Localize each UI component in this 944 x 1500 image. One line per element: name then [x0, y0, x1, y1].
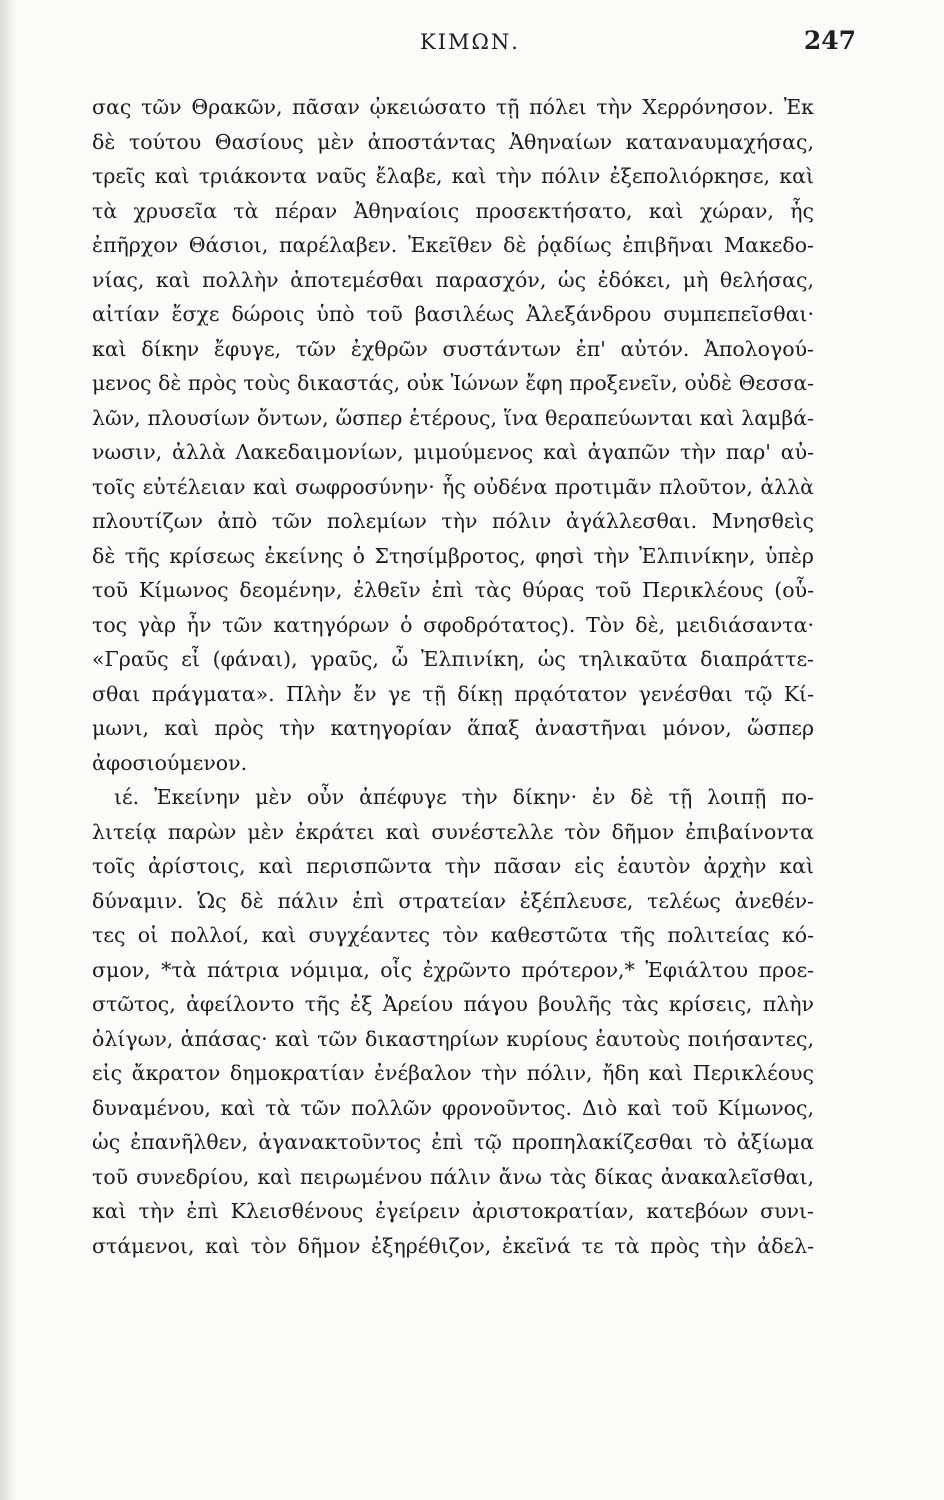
text-line: τος γὰρ ἦν τῶν κατηγόρων ὁ σφοδρότατος). Τὸν δὲ, μειδιάσαντα·	[92, 612, 814, 637]
text-line: εἰς ἄκρατον δημοκρατίαν ἐνέβαλον τὴν πόλιν, ἤδη καὶ Περικλέους	[92, 1061, 814, 1085]
text-line: σας τῶν Θρακῶν, πᾶσαν ᾠκειώσατο τῇ πόλει τὴν Χερρόνησον. Ἐκ	[92, 95, 814, 119]
text-line: καὶ τὴν ἐπὶ Κλεισθένους ἐγείρειν ἀριστοκρατίαν, κατεβόων συνι-	[92, 1199, 814, 1223]
text-line: τοῖς εὐτέλειαν καὶ σωφροσύνην· ἧς οὐδένα προτιμᾶν πλοῦτον, ἀλλὰ	[92, 474, 814, 499]
text-line: δὲ τούτου Θασίους μὲν ἀποστάντας Ἀθηναίων καταναυμαχήσας,	[92, 129, 814, 154]
text-line: τοῦ συνεδρίου, καὶ πειρωμένου πάλιν ἄνω τὰς δίκας ἀνακαλεῖσθαι,	[92, 1164, 814, 1189]
text-line: αἰτίαν ἔσχε δώροις ὑπὸ τοῦ βασιλέως Ἀλεξάνδρου συμπεπεῖσθαι·	[92, 302, 814, 326]
text-line: σθαι πράγματα». Πλὴν ἔν γε τῇ δίκῃ πρᾳότατον γενέσθαι τῷ Κί-	[92, 681, 814, 706]
body-text	[92, 90, 814, 1263]
text-line: μωνι, καὶ πρὸς τὴν κατηγορίαν ἅπαξ ἀναστῆναι μόνον, ὥσπερ	[92, 716, 814, 740]
text-line: δὲ τῆς κρίσεως ἐκείνης ὁ Στησίμβροτος, φησὶ τὴν Ἐλπινίκην, ὑπὲρ	[92, 543, 814, 568]
text-line: τὰ χρυσεῖα τὰ πέραν Ἀθηναίοις προσεκτήσατο, καὶ χώραν, ἧς	[92, 198, 814, 223]
page-number: 247	[803, 26, 856, 55]
text-line: «Γραῦς εἶ (φάναι), γραῦς, ὦ Ἐλπινίκη, ὡς τηλικαῦτα διαπράττε-	[92, 647, 814, 671]
text-line: σμον, *τὰ πάτρια νόμιμα, οἷς ἐχρῶντο πρότερον,* Ἐφιάλτου προε-	[92, 957, 814, 982]
page-gutter-shadow	[0, 0, 14, 1500]
paragraph-end-line: ἀφοσιούμενον.	[92, 750, 248, 775]
text-line: μενος δὲ πρὸς τοὺς δικαστάς, οὐκ Ἰώνων ἔφη προξενεῖν, οὐδὲ Θεσσα-	[92, 371, 814, 395]
text-line: ὀλίγων, ἁπάσας· καὶ τῶν δικαστηρίων κυρίους ἑαυτοὺς ποιήσαντες,	[92, 1026, 814, 1051]
text-line: λῶν, πλουσίων ὄντων, ὥσπερ ἑτέρους, ἵνα θεραπεύωνται καὶ λαμβά-	[92, 405, 814, 430]
text-line: δύναμιν. Ὡς δὲ πάλιν ἐπὶ στρατείαν ἐξέπλευσε, τελέως ἀνεθέν-	[92, 888, 814, 913]
text-line: τες οἱ πολλοί, καὶ συγχέαντες τὸν καθεστῶτα τῆς πολιτείας κό-	[92, 923, 814, 947]
running-head	[90, 22, 856, 62]
text-line: δυναμένου, καὶ τὰ τῶν πολλῶν φρονοῦντος. Διὸ καὶ τοῦ Κίμωνος,	[92, 1095, 814, 1120]
section-start-line: ιέ. Ἐκείνην μὲν οὖν ἀπέφυγε τὴν δίκην· ἐν δὲ τῇ λοιπῇ πο-	[114, 785, 814, 809]
text-line: τρεῖς καὶ τριάκοντα ναῦς ἔλαβε, καὶ τὴν πόλιν ἐξεπολιόρκησε, καὶ	[92, 164, 814, 188]
text-line: ὡς ἐπανῆλθεν, ἀγανακτοῦντος ἐπὶ τῷ προπηλακίζεσθαι τὸ ἀξίωμα	[92, 1130, 814, 1154]
text-line: νίας, καὶ πολλὴν ἀποτεμέσθαι παρασχόν, ὡς ἐδόκει, μὴ θελήσας,	[92, 267, 814, 292]
text-line: τοῦ Κίμωνος δεομένην, ἐλθεῖν ἐπὶ τὰς θύρας τοῦ Περικλέους (οὗ-	[92, 578, 814, 602]
text-line: καὶ δίκην ἔφυγε, τῶν ἐχθρῶν συστάντων ἐπ' αὐτόν. Ἀπολογού-	[92, 336, 814, 361]
text-line: στῶτος, ἀφείλοντο τῆς ἐξ Ἀρείου πάγου βουλῆς τὰς κρίσεις, πλὴν	[92, 992, 814, 1016]
text-line: λιτείᾳ παρὼν μὲν ἐκράτει καὶ συνέστελλε τὸν δῆμον ἐπιβαίνοντα	[92, 819, 814, 844]
text-line: πλουτίζων ἀπὸ τῶν πολεμίων τὴν πόλιν ἀγάλλεσθαι. Μνησθεὶς	[92, 509, 814, 533]
text-line: τοῖς ἀρίστοις, καὶ περισπῶντα τὴν πᾶσαν εἰς ἑαυτὸν ἀρχὴν καὶ	[92, 854, 814, 878]
text-line: στάμενοι, καὶ τὸν δῆμον ἐξηρέθιζον, ἐκεῖνά τε τὰ πρὸς τὴν ἀδελ-	[92, 1233, 814, 1258]
text-line: ἐπῆρχον Θάσιοι, παρέλαβεν. Ἐκεῖθεν δὲ ῥᾳδίως ἐπιβῆναι Μακεδο-	[92, 233, 814, 257]
text-line: νωσιν, ἀλλὰ Λακεδαιμονίων, μιμούμενος καὶ ἀγαπῶν τὴν παρ' αὐ-	[92, 440, 814, 464]
running-title: ΚΙΜΩΝ.	[420, 30, 520, 54]
